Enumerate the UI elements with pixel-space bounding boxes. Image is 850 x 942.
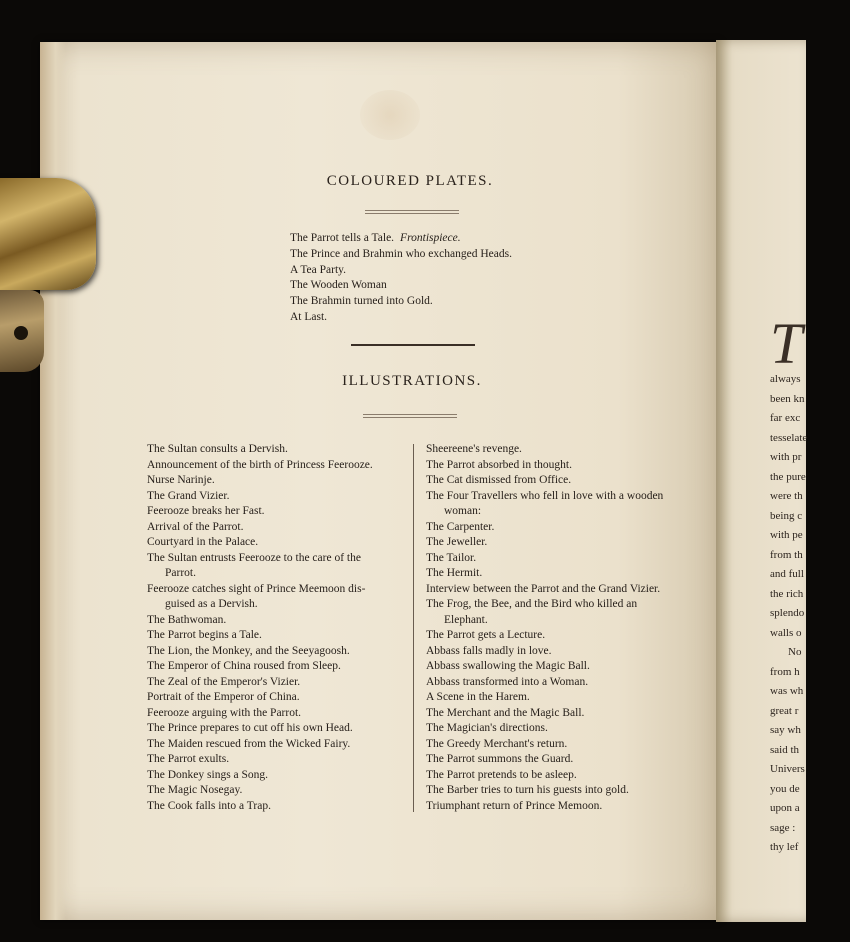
facing-page-line: sage : — [770, 821, 796, 834]
illustration-title: The Sultan entrusts Feerooze to the care of the — [147, 551, 361, 564]
illustration-title: The Parrot summons the Guard. — [426, 753, 574, 765]
illustration-title: The Lion, the Monkey, and the Seeyagoosh. — [147, 644, 350, 657]
facing-page-line: always — [770, 373, 801, 385]
illustration-title: The Parrot pretends to be asleep. — [426, 768, 577, 781]
illustration-title: The Sultan consults a Dervish. — [147, 443, 288, 455]
illustrations-left-column — [147, 442, 401, 814]
illustrations-heading: ILLUSTRATIONS. — [342, 373, 482, 389]
illustration-item — [147, 489, 401, 505]
illustration-item — [147, 706, 401, 722]
illustration-item — [426, 535, 670, 551]
illustration-item — [147, 690, 401, 706]
facing-page-line: said th — [770, 743, 800, 756]
illustration-title: The Cook falls into a Trap. — [147, 799, 271, 812]
illustration-title: The Cat dismissed from Office. — [426, 474, 572, 486]
illustration-title-continued: Parrot. — [165, 567, 196, 579]
clasp-hinge-icon — [0, 290, 44, 372]
illustration-title: The Grand Vizier. — [147, 489, 230, 502]
illustration-item — [147, 535, 401, 551]
illustration-title: The Maiden rescued from the Wicked Fairy. — [147, 737, 351, 750]
illustration-item — [426, 566, 670, 582]
ornament-rule-2 — [363, 414, 457, 418]
brass-clasp-icon — [0, 178, 96, 290]
illustration-item — [426, 597, 670, 628]
illustrations-right-column — [426, 442, 670, 814]
illustration-title: Feerooze arguing with the Parrot. — [147, 706, 302, 719]
facing-page-line: Univers — [770, 763, 805, 775]
illustration-title: The Bathwoman. — [147, 613, 227, 626]
plate-title: A Tea Party. — [290, 263, 347, 276]
illustration-item — [426, 721, 670, 737]
plate-title: The Wooden Woman — [290, 279, 387, 292]
illustration-item — [426, 473, 670, 489]
plate-item — [290, 231, 512, 247]
illustration-title: Portrait of the Emperor of China. — [147, 691, 300, 703]
illustration-item — [147, 582, 401, 613]
illustration-item — [147, 768, 401, 784]
illustration-item — [147, 613, 401, 629]
illustration-title: The Donkey sings a Song. — [147, 768, 269, 781]
plate-note: Frontispiece. — [400, 232, 461, 244]
illustration-title-continued: guised as a Dervish. — [165, 598, 258, 610]
illustration-item — [147, 520, 401, 536]
illustration-item — [426, 706, 670, 722]
illustration-title: The Hermit. — [426, 567, 483, 579]
illustration-title: The Greedy Merchant's return. — [426, 737, 568, 750]
plate-item — [290, 247, 512, 263]
illustration-item — [147, 799, 401, 815]
illustration-title: The Four Travellers who fell in love with a wooden — [426, 489, 664, 502]
illustration-title: Courtyard in the Palace. — [147, 536, 259, 548]
illustration-title: The Magic Nosegay. — [147, 784, 243, 796]
illustration-title: Announcement of the birth of Princess Feerooze. — [147, 458, 373, 471]
illustration-item — [147, 644, 401, 660]
illustration-item — [426, 659, 670, 675]
illustration-item — [147, 551, 401, 582]
illustration-title: Feerooze catches sight of Prince Meemoon dis- — [147, 582, 366, 595]
illustration-item — [147, 659, 401, 675]
facing-page-line: and full — [770, 568, 804, 580]
facing-page-line: you de — [770, 782, 800, 795]
illustration-title: The Zeal of the Emperor's Vizier. — [147, 675, 301, 688]
illustration-item — [426, 690, 670, 706]
coloured-plates-heading: COLOURED PLATES. — [326, 173, 494, 189]
facing-page-line: was wh — [770, 685, 804, 697]
illustration-item — [147, 783, 401, 799]
illustration-item — [426, 628, 670, 644]
facing-page-line: being c — [770, 509, 803, 522]
illustration-item — [426, 737, 670, 753]
illustration-title: The Magician's directions. — [426, 722, 548, 734]
illustration-title: The Parrot exults. — [147, 753, 230, 765]
illustration-item — [147, 473, 401, 489]
illustration-title: The Parrot absorbed in thought. — [426, 458, 572, 471]
illustration-item — [147, 628, 401, 644]
facing-page-line: upon a — [770, 802, 800, 814]
illustration-title: The Parrot begins a Tale. — [147, 629, 262, 641]
illustration-title: Triumphant return of Prince Memoon. — [426, 799, 603, 812]
ornament-rule-1 — [365, 210, 459, 214]
illustration-title: A Scene in the Harem. — [426, 691, 530, 703]
facing-page-line: splendo — [770, 607, 805, 619]
illustration-item — [426, 458, 670, 474]
illustration-item — [426, 752, 670, 768]
coloured-plates-list — [290, 231, 512, 326]
plate-item — [290, 278, 512, 294]
facing-page-line: with pr — [770, 451, 802, 463]
illustration-item — [147, 442, 401, 458]
illustration-item — [147, 504, 401, 520]
illustration-title: The Jeweller. — [426, 536, 488, 548]
facing-page-line: been kn — [770, 392, 805, 405]
illustration-title: Sheereene's revenge. — [426, 443, 522, 455]
plate-item — [290, 294, 512, 310]
plate-item — [290, 263, 512, 279]
illustration-title: The Frog, the Bee, and the Bird who killed an — [426, 598, 638, 610]
illustration-item — [426, 799, 670, 815]
column-divider — [413, 444, 414, 812]
illustration-item — [147, 721, 401, 737]
facing-page-line: say wh — [770, 724, 801, 736]
illustration-title: Abbass falls madly in love. — [426, 644, 552, 657]
illustration-item — [426, 582, 670, 598]
illustration-item — [426, 644, 670, 660]
illustration-item — [147, 458, 401, 474]
illustration-item — [426, 489, 670, 520]
illustration-title: Abbass transformed into a Woman. — [426, 675, 589, 688]
illustration-title: The Tailor. — [426, 551, 477, 564]
section-divider-rule — [351, 344, 475, 346]
illustration-title: The Prince prepares to cut off his own Head. — [147, 722, 353, 734]
illustration-title: Interview between the Parrot and the Grand Vizier. — [426, 582, 661, 595]
illustration-title: The Carpenter. — [426, 520, 495, 533]
plate-title: At Last. — [290, 310, 328, 323]
facing-page-line: the pure — [770, 470, 806, 483]
illustration-item — [147, 752, 401, 768]
facing-page-line: from h — [770, 665, 800, 678]
illustration-item — [426, 768, 670, 784]
illustration-item — [426, 675, 670, 691]
illustration-item — [426, 551, 670, 567]
facing-page-line: walls o — [770, 626, 802, 639]
facing-page-line: the rich — [770, 587, 804, 600]
illustration-item — [426, 783, 670, 799]
plate-item — [290, 310, 512, 326]
illustration-title-continued: woman: — [444, 505, 482, 517]
illustration-title: Nurse Narinje. — [147, 474, 215, 486]
facing-page-line: great r — [770, 704, 799, 717]
illustration-title: The Emperor of China roused from Sleep. — [147, 660, 341, 672]
facing-page-line: with pe — [770, 529, 803, 541]
plate-title: The Parrot tells a Tale. — [290, 232, 395, 244]
drop-cap: T — [770, 311, 803, 376]
facing-page-line: far exc — [770, 412, 801, 424]
illustration-item — [426, 442, 670, 458]
paper-stain — [360, 90, 420, 140]
illustration-item — [147, 675, 401, 691]
illustration-title: Abbass swallowing the Magic Ball. — [426, 660, 590, 672]
plate-title: The Prince and Brahmin who exchanged Heads. — [290, 247, 512, 260]
facing-page-line: thy lef — [770, 841, 799, 853]
facing-page-text — [770, 370, 850, 858]
facing-page-line: No — [788, 646, 802, 658]
illustration-title: The Parrot gets a Lecture. — [426, 629, 546, 641]
illustration-title: The Merchant and the Magic Ball. — [426, 706, 585, 719]
illustration-item — [147, 737, 401, 753]
illustration-title: The Barber tries to turn his guests into gold. — [426, 784, 629, 796]
illustration-title-continued: Elephant. — [444, 613, 488, 626]
facing-page-line: from th — [770, 548, 803, 561]
illustration-title: Arrival of the Parrot. — [147, 520, 244, 533]
plate-title: The Brahmin turned into Gold. — [290, 295, 433, 308]
facing-page-line: were th — [770, 490, 803, 502]
facing-page-line: tesselate — [770, 431, 808, 444]
illustration-item — [426, 520, 670, 536]
illustration-title: Feerooze breaks her Fast. — [147, 505, 265, 517]
